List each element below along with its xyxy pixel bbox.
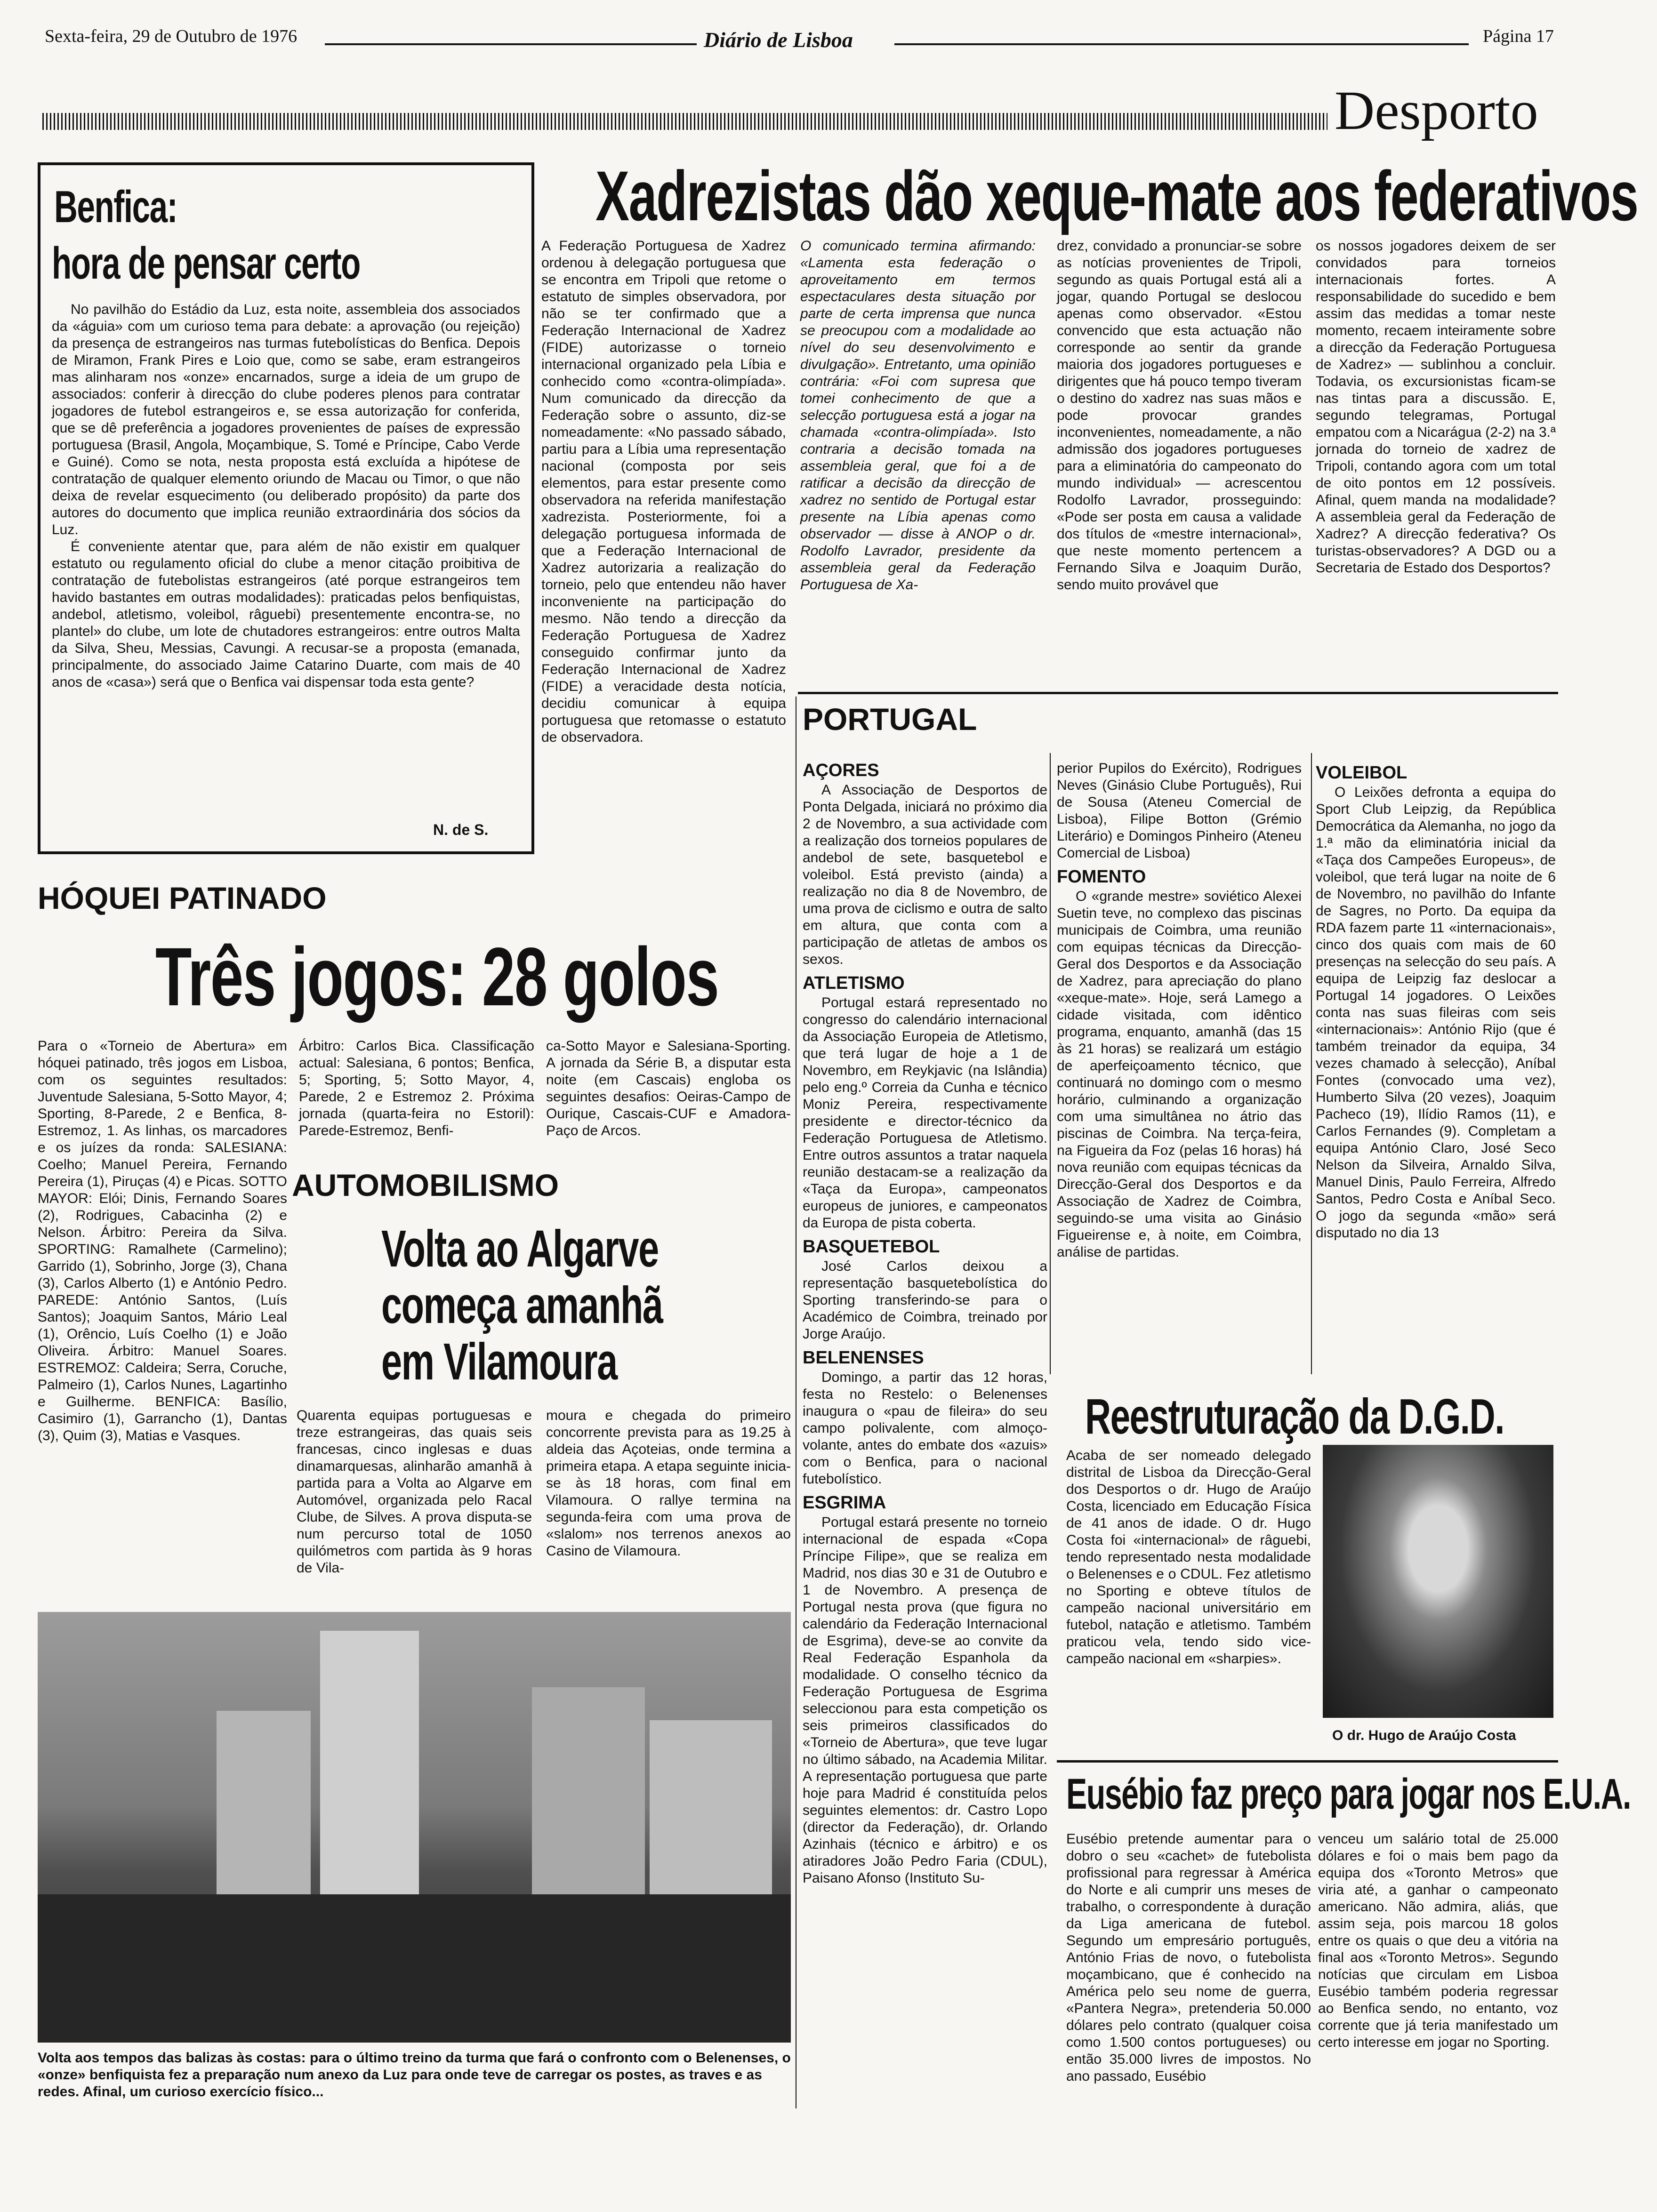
dgd-headline: Reestruturação da D.G.D. xyxy=(1085,1389,1504,1444)
auto-headline-line: em Vilamoura xyxy=(381,1333,617,1391)
building-shape xyxy=(217,1711,311,1904)
masthead-rule-left xyxy=(325,43,697,45)
auto-headline-line: começa amanhã xyxy=(381,1276,663,1334)
hoquei-column: ca-Sotto Mayor e Salesiana-Sporting. A jornada da Série B, a disputar esta noite (em Cascais) engloba os seguintes desafios: Oeiras-Campo de Ourique, Cascais-CUF e Amadora-Paço de Arcos. xyxy=(546,1038,791,1138)
section-hatch-band xyxy=(42,113,1327,130)
building-shape xyxy=(650,1720,772,1904)
masthead-title: Diário de Lisboa xyxy=(704,28,853,52)
hoquei-column: Para o «Torneio de Abertura» em hóquei patinado, três jogos em Lisboa, com os seguintes resultados: Juventude Salesiana, 5-Sotto Mayor, 4; Sporting, 8-Parede, 2 e Benfica, 8-Estremoz, 1. As linhas, os marcadores e os juízes da ronda: SALESIANA: Coelho; Manuel Pereira, Fernando Pereira (1), Piruças (4) e Picas. SOTTO MAYOR: Elói; Dinis, Fernando Soares (2), Rodrigues, Cabacinha (2) e Nelson. Árbitro: Pereira da Silva. SPORTING: Ramalhete (Carmelino); Garrido (1), Sobrinho, Jorge (3), Chana (3), Carlos Alberto (1) e António Pedro. PAREDE: António Santos, (Luís Santos); Joaquim Santos, Mário Leal (1), Orêncio, Luís Coelho (1) e João Oliveira. Árbitro: Manuel Soares. ESTREMOZ: Caldeira; Serra, Coruche, Palmeiro (1), Carlos Nunes, Lagartinho e Guilherme. BENFICA: Basílio, Casimiro (1), Garrancho (1), Dantas (3), Quim (3), Matias e Vasques. xyxy=(38,1038,287,1443)
portugal-column-2 xyxy=(1057,760,1302,1261)
eusebio-headline: Eusébio faz preço para jogar nos E.U.A. xyxy=(1066,1770,1631,1818)
auto-column: moura e chegada do primeiro concorrente prevista para as 19.25 à aldeia das Açoteias, onde termina a primeira etapa. A etapa seguinte inicia-se às 18 horas, com final em Vilamoura. O rallye termina na segunda-feira com uma prova de «slalom» nos terrenos anexos ao Casino de Vilamoura. xyxy=(546,1408,791,1559)
dgd-body: Acaba de ser nomeado delegado distrital de Lisboa da Direcção-Geral dos Desportos o dr. Hugo de Araújo Costa, licenciado em Educação Física de 41 anos de idade. O dr. Hugo Costa foi «internacional» de râguebi, tendo representado nesta modalidade o Belenenses e o CDUL. Fez atletismo no Sporting e obteve títulos de campeão nacional universitário em futebol, natação e atletismo. Também praticou vela, tendo sido vice-campeão nacional em «sharpies». xyxy=(1066,1448,1311,1667)
column-rule xyxy=(1050,753,1051,1374)
hoquei-headline: Três jogos: 28 golos xyxy=(155,931,719,1023)
xadrez-column: A Federação Portuguesa de Xadrez ordenou à delegação portuguesa que se encontra em Tripoli que retome o estatuto de simples observadora, por não se ter confirmado que a Federação Internacional de Xadrez (FIDE) autorizasse o torneio internacional organizado pela Líbia e conhecido como «contra-olimpíada». Num comunicado da direcção da Federação sobre o assunto, diz-se nomeadamente: «No passado sábado, partiu para a Líbia uma representação nacional (composta por seis elementos, para estar presente como observadora na referida manifestação xadrezista. Posteriormente, foi a delegação portuguesa informada de que a Federação Internacional de Xadrez autorizaria a realização do torneio, pelo que entendeu não haver inconveniente na participação do mesmo. Não tendo a direcção da Federação Portuguesa de Xadrez conseguido confirmar junto da Federação Internacional de Xadrez (FIDE) a veracidade desta notícia, decidiu comunicar à equipa portuguesa que retomasse o estatuto de observadora. xyxy=(541,238,786,745)
portugal-subhead: ATLETISMO xyxy=(803,973,905,993)
masthead-date: Sexta-feira, 29 de Outubro de 1976 xyxy=(45,26,298,46)
portugal-section-label: PORTUGAL xyxy=(803,702,977,737)
auto-headline-line: Volta ao Algarve xyxy=(381,1220,659,1278)
portugal-subhead: BASQUETEBOL xyxy=(803,1237,940,1257)
xadrez-column: O comunicado termina afirmando: «Lamenta esta federação o aproveitamento em termos espectaculares desta situação por parte de certa imprensa que nunca se preocupou com a modalidade ao nível do seu desenvolvimento e divulgação». Entretanto, uma opinião contrária: «Foi com supresa que tomei conhecimento de que a selecção portuguesa está a jogar na chamada «contra-olimpíada». Isto contraria a decisão tomada na assembleia geral, que foi a de ratificar a decisão da direcção de xadrez no sentido de Portugal estar presente na Líbia apenas como observador — disse à ANOP o dr. Rodolfo Lavrador, presidente da assembleia geral da Federação Portuguesa de Xa- xyxy=(800,238,1036,593)
building-shape xyxy=(320,1631,419,1904)
hoquei-column: Árbitro: Carlos Bica. Classificação actual: Salesiana, 6 pontos; Benfica, 5; Sporting, 5; Sotto Mayor, 4, Parede, 2 e Estremoz 2. Próxima jornada (quarta-feira no Estoril): Parede-Estremoz, Benfi- xyxy=(299,1038,534,1138)
page-number: Página 17 xyxy=(1483,26,1554,46)
hoquei-section-label: HÓQUEI PATINADO xyxy=(38,881,327,915)
voleibol-subhead: VOLEIBOL xyxy=(1316,763,1408,783)
voleibol-column xyxy=(1316,758,1556,1242)
auto-section-label: AUTOMOBILISMO xyxy=(292,1168,559,1202)
benfica-byline: N. de S. xyxy=(433,821,489,838)
portugal-paragraph: A Associação de Desportos de Ponta Delgada, iniciará no próximo dia 2 de Novembro, a sua actividade com a realização dos torneios populares de andebol de sete, basquetebol e voleibol. Está previsto (ainda) a realização no dia 8 de Novembro, de uma prova de ciclismo e outra de salto em altura, que conta com a participação de atletas de ambos os sexos. xyxy=(803,782,1047,967)
portugal-subhead: FOMENTO xyxy=(1057,867,1146,887)
auto-column: Quarenta equipas portuguesas e treze estrangeiras, das quais seis francesas, cinco inglesas e duas dinamarquesas, alinharão amanhã à partida para a Volta ao Algarve em Automóvel, organizada pelo Racal Clube, de Silves. A prova disputa-se num percurso total de 1050 quilómetros com partida às 9 horas de Vila- xyxy=(297,1408,532,1576)
portugal-subhead: BELENENSES xyxy=(803,1348,924,1368)
eusebio-column: Eusébio pretende aumentar para o dobro o seu «cachet» de futebolista profissional para regressar à América do Norte e ali cumprir uns meses de trabalho, o correspondente à duração da Liga americana de futebol. Segundo um empresário português, António Frias de novo, o futebolista moçambicano, que é conhecido na América pelo seu nome de guerra, «Pantera Negra», pretenderia 50.000 dólares pelo contrato (qualquer coisa como 1.500 contos portugueses) ou então 35.000 livres de impostos. No ano passado, Eusébio xyxy=(1066,1831,1311,2084)
portrait-caption: O dr. Hugo de Araújo Costa xyxy=(1332,1728,1516,1743)
masthead-rule-right xyxy=(894,43,1469,45)
portugal-paragraph: Portugal estará representado no congresso do calendário internacional da Associação Europeia de Atletismo, que terá lugar de hoje a 1 de Novembro, em Reykjavic (na Islândia) pelo eng.º Correia da Cunha e técnico Moniz Pereira, respectivamente presidente e director-técnico da Federação Portuguesa de Atletismo. Entre outros assuntos a tratar naquela reunião destacam-se a realização da «Taça da Europa», campeonatos europeus de juniores, e campeonatos da Europa de pista coberta. xyxy=(803,995,1047,1231)
portugal-column-1 xyxy=(803,755,1047,1887)
portugal-paragraph: José Carlos deixou a representação basquetebolística do Sporting transferindo-se para o Académico de Coimbra, treinado por Jorge Araújo. xyxy=(803,1258,1047,1342)
portugal-paragraph: Domingo, a partir das 12 horas, festa no Restelo: o Belenenses inaugura o «pau de fileira» do seu campo polivalente, com almoço-volante, antes do embate dos «azuis» com o Benfica, para o nacional futebolístico. xyxy=(803,1370,1047,1487)
portugal-paragraph: Portugal estará presente no torneio internacional de espada «Copa Príncipe Filipe», que se realiza em Madrid, nos dias 30 e 31 de Outubro e 1 de Novembro. A presença de Portugal nesta prova (que figura no calendário da Federação Internacional de Esgrima), deve-se ao convite da Real Federação Espanhola da modalidade. O conselho técnico da Federação Portuguesa de Esgrima seleccionou para esta competição os seis primeiros classificados do «Torneio de Abertura», que teve lugar no último sábado, na Academia Militar. A representação portuguesa que parte hoje para Madrid é constituída pelos seguintes elementos: dr. Castro Lopo (director da Federação), dr. Orlando Azinhais (técnico e árbitro) e os atiradores João Pedro Faria (CDUL), Paisano Afonso (Instituto Su- xyxy=(803,1515,1047,1886)
building-shape xyxy=(532,1687,645,1904)
field-ground xyxy=(38,1894,791,2043)
eusebio-top-rule xyxy=(1057,1760,1558,1763)
benfica-paragraph: É conveniente atentar que, para além de não existir em qualquer estatuto ou regulamento oficial do clube a menor citação proibitiva de contratação de futebolistas estrangeiros (até porque estrangeiros tem havido bastantes em outras modalidades): praticadas pelos benfiquistas, andebol, atletismo, voleibol, râguebi) presentemente encontra-se, no plantel» do clube, um lote de chutadores estrangeiros: entre outros Malta da Silva, Sheu, Messias, Cavungi. A recusar-se a proposta (emanada, principalmente, do associado Jaime Catarino Duarte, com mais de 40 anos de «casa») será que o Benfica vai dispensar toda esta gente? xyxy=(52,539,520,690)
portugal-top-rule xyxy=(798,692,1558,694)
portugal-paragraph: O «grande mestre» soviético Alexei Suetin teve, no complexo das piscinas municipais de Coimbra, uma reunião com equipas técnicas da Direcção-Geral dos Desportos e da Associação de Xadrez, para apreciação do plano «xeque-mate». Hoje, será Lamego a cidade visitada, com idêntico programa, enquanto, amanhã (das 15 às 21 horas) se realizará um estágio de aperfeiçoamento técnico, que continuará no domingo com o mesmo horário, culminando a organização com uma simultânea no átrio das piscinas de Coimbra. Na terça-feira, na Figueira da Foz (pelas 16 horas) há nova reunião com equipas técnicas da Direcção-Geral dos Desportos e da Associação de Xadrez de Coimbra, seguindo-se uma visita ao Ginásio Figueirense e, à noite, em Coimbra, análise de partidas. xyxy=(1057,889,1302,1260)
xadrez-column: os nossos jogadores deixem de ser convidados para torneios internacionais fortes. A responsabilidade do sucedido e bem assim das medidas a tomar neste momento, recaem inteiramente sobre a direcção da Federação Portuguesa de Xadrez» — sublinhou a concluir. Todavia, os excursionistas ficam-se nas tintas para a discussão. E, segundo telegramas, Portugal empatou com a Nicarágua (2-2) na 3.ª jornada do torneio de xadrez de Tripoli, contando agora com um total de oito pontos em 12 possíveis. Afinal, quem manda na modalidade? A assembleia geral da Federação de Xadrez? A direcção federativa? Os turistas-observadores? A DGD ou a Secretaria de Estado dos Desportos? xyxy=(1316,238,1556,576)
training-photo-caption: Volta aos tempos das balizas às costas: para o último treino da turma que fará o confronto com o Belenenses, o «onze» benfiquista fez a preparação num anexo da Luz para onde teve de carregar os postes, as traves e as redes. Afinal, um curioso exercício físico... xyxy=(38,2050,791,2100)
voleibol-paragraph: O Leixões defronta a equipa do Sport Club Leipzig, da República Democrática da Alemanha, no jogo da 1.ª mão da eliminatória inicial da «Taça dos Campeões Europeus», de voleibol, que terá lugar na noite de 6 de Novembro, no pavilhão do Infante de Sagres, no Porto. Da equipa da RDA fazem parte 11 «internacionais», cinco dos quais com mais de 60 presenças na selecção do seu país. A equipa de Leipzig faz deslocar a Portugal 14 jogadores. O Leixões conta nas suas fileiras com seis «internacionais»: António Rijo (que é também treinador da equipa, 34 vezes chamado à selecção), Aníbal Fontes (convocado uma vez), Humberto Silva (20 vezes), Joaquim Pacheco (19), Ilídio Ramos (11), e Carlos Fernandes (9). Completam a equipa António Claro, José Seco Nelson da Silveira, Arnaldo Silva, Manuel Dinis, Paulo Ferreira, Alfredo Santos, Pedro Costa e Aníbal Seco. O jogo da segunda «mão» será disputado no dia 13 xyxy=(1316,785,1556,1241)
section-title: Desporto xyxy=(1335,80,1538,141)
portugal-subhead: AÇORES xyxy=(803,761,879,780)
benfica-body xyxy=(52,301,520,691)
column-rule xyxy=(1311,753,1312,1374)
portugal-paragraph: perior Pupilos do Exército), Rodrigues Neves (Ginásio Clube Português), Rui de Sousa (Ateneu Comercial de Lisboa), Filipe Botton (Grémio Literário) e Domingos Pinheiro (Ateneu Comercial de Lisboa) xyxy=(1057,761,1302,861)
benfica-paragraph: No pavilhão do Estádio da Luz, esta noite, assembleia dos associados da «águia» com um curioso tema para debate: a aprovação (ou rejeição) da presença de estrangeiros nas turmas futebolísticas do Benfica. Depois de Miramon, Frank Pires e Loio que, como se sabe, eram estrangeiros mas alinharam nos «onze» encarnados, surge a ideia de um grupo de associados: conferir à direcção do clube poderes plenos para contratar jogadores de futebol estrangeiros e, se essa autorização for conferida, que se dê preferência a jogadores provenientes de países de expressão portuguesa (Brasil, Angola, Moçambique, S. Tomé e Príncipe, Cabo Verde e Guiné). Como se nota, nesta proposta está excluída a hipótese de contratação de qualquer elemento oriundo de Macau ou Timor, o que não deixa de revelar esquecimento (ou deliberado propósito) da parte dos autores do documento que implica reunião extraordinária dos sócios da Luz. xyxy=(52,302,520,537)
training-photo xyxy=(38,1612,791,2043)
portugal-subhead: ESGRIMA xyxy=(803,1493,886,1513)
xadrez-column: drez, convidado a pronunciar-se sobre as notícias provenientes de Tripoli, segundo as quais Portugal está ali a jogar, quando Portugal se deslocou apenas como observador. «Estou convencido que esta actuação não corresponde ao sentir da grande maioria dos jogadores portugueses e dirigentes que há pouco tempo tiveram o destino do xadrez nas suas mãos e pode provocar grandes inconvenientes, nomeadamente, a não admissão dos jogadores portugueses para a eliminatória do campeonato do mundo individual» — acrescentou Rodolfo Lavrador, prosseguindo: «Pode ser posta em causa a validade dos títulos de «mestre internacional», que neste momento pertencem a Fernando Silva e Joaquim Durão, sendo muito provável que xyxy=(1057,238,1302,593)
benfica-title: hora de pensar certo xyxy=(52,238,360,289)
benfica-kicker: Benfica: xyxy=(54,182,177,232)
portrait-photo xyxy=(1323,1445,1553,1718)
eusebio-column: venceu um salário total de 25.000 dólares e foi o mais bem pago da equipa dos «Toronto Metros» que viria até, a ganhar o campeonato americano. Não admira, aliás, que assim seja, pois marcou 18 golos entre os quais o que deu a vitória na final aos «Toronto Metros». Segundo notícias que circulam em Lisboa Eusébio também poderia regressar ao Benfica sendo, no entanto, voz corrente que já teria manifestado um certo interesse em jogar no Sporting. xyxy=(1318,1831,1558,2050)
xadrez-headline: Xadrezistas dão xeque-mate aos federativos xyxy=(595,156,1638,235)
